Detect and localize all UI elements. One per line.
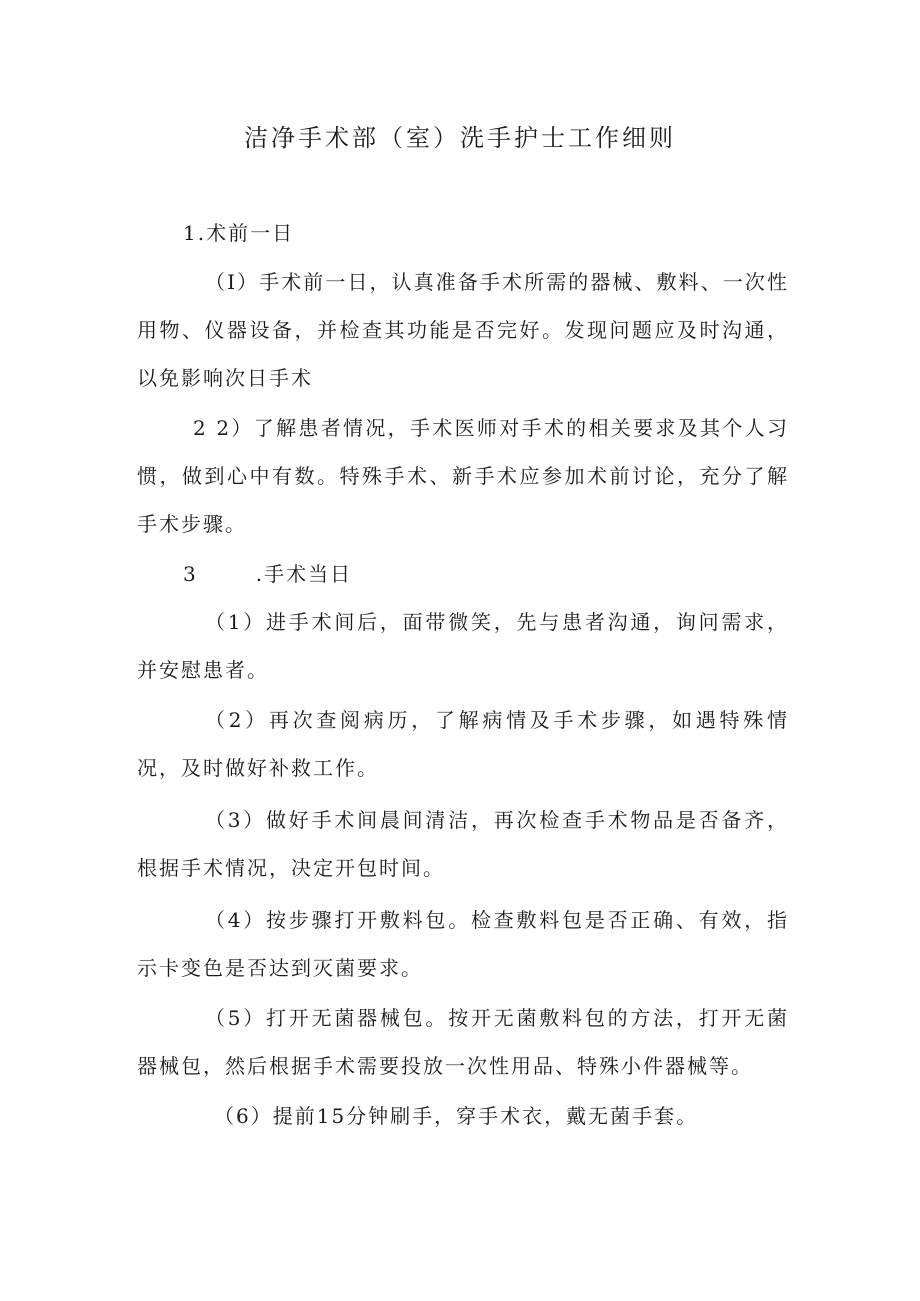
section-heading-number: 3: [183, 562, 198, 586]
section-heading-text: .手术当日: [255, 562, 353, 586]
paragraph-surgery-day-6: （6）提前15分钟刷手，穿手术衣，戴无菌手套。: [214, 1104, 699, 1128]
paragraph-surgery-day-5: （5）打开无菌器械包。按开无菌敷料包的方法，打开无菌器械包，然后根据手术需要投放一次性用品、特殊小件器械等。: [137, 1006, 789, 1078]
section-heading-pre-op: 1.术前一日: [183, 221, 295, 245]
paragraph-surgery-day-2: （2）再次查阅病历，了解病情及手术步骤，如遇特殊情况，及时做好补救工作。: [137, 708, 789, 780]
paragraph-surgery-day-3: （3）做好手术间晨间清洁，再次检查手术物品是否备齐，根据手术情况，决定开包时间。: [137, 808, 789, 880]
paragraph-pre-op-2: 2 2）了解患者情况，手术医师对手术的相关要求及其个人习惯，做到心中有数。特殊手术、新手术应参加术前讨论，充分了解手术步骤。: [137, 416, 789, 536]
paragraph-surgery-day-4: （4）按步骤打开敷料包。检查敷料包是否正确、有效，指示卡变色是否达到灭菌要求。: [137, 908, 789, 980]
paragraph-surgery-day-1: （1）进手术间后，面带微笑，先与患者沟通，询问需求，并安慰患者。: [137, 610, 789, 682]
document-title: 洁净手术部（室）洗手护士工作细则: [244, 124, 676, 152]
section-heading-surgery-day: [183, 548, 352, 600]
paragraph-pre-op-1: （I）手术前一日，认真准备手术所需的器械、敷料、一次性用物、仪器设备，并检查其功能是否完好。发现问题应及时沟通，以免影响次日手术: [137, 270, 789, 390]
